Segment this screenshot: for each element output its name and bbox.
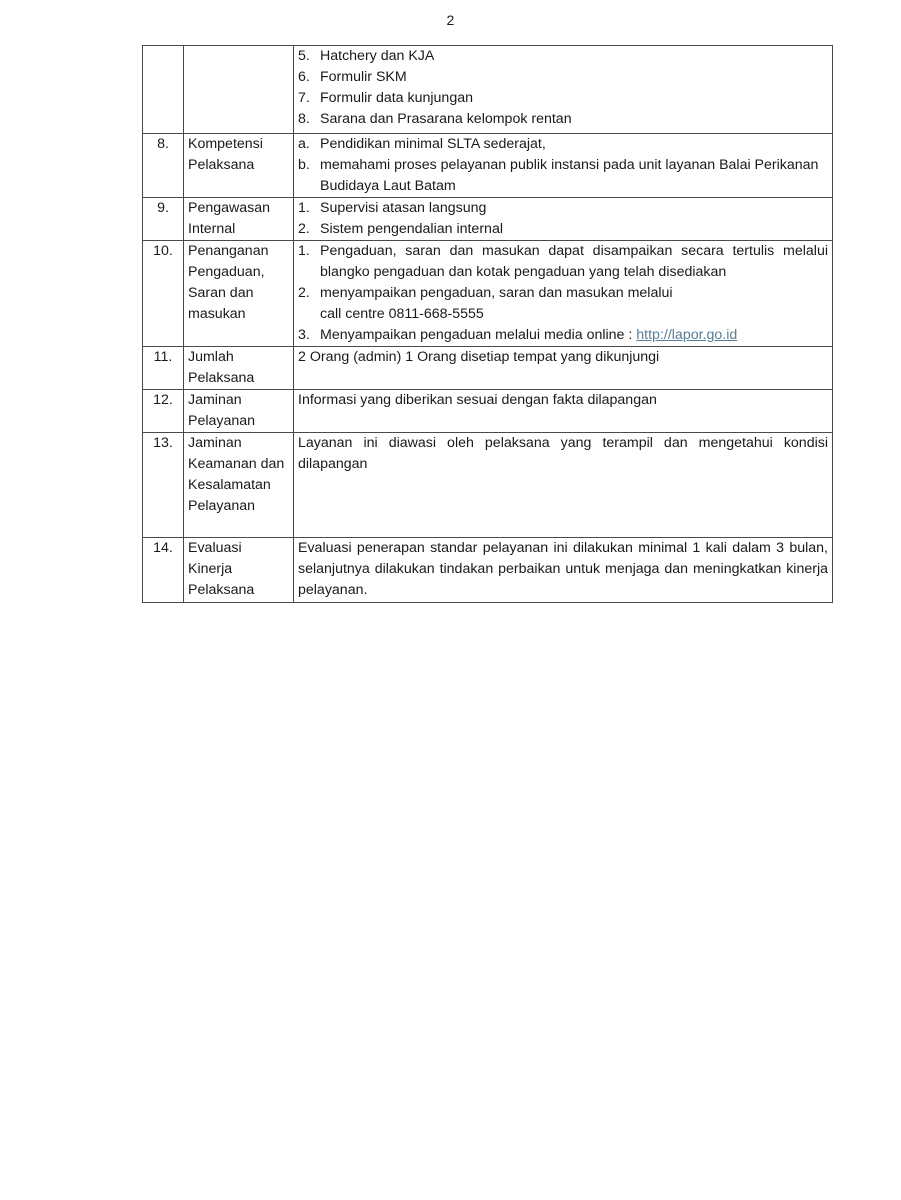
- table-row: [143, 390, 833, 433]
- list-item: b. memahami proses pelayanan publik instansi pada unit layanan Balai Perikanan Budidaya Laut Batam: [298, 157, 819, 194]
- table-row: [143, 347, 833, 390]
- list-item: 1. Supervisi atasan langsung: [298, 200, 487, 216]
- row-label: Penanganan Pengaduan, Saran dan masukan: [184, 241, 294, 347]
- list-item: 6. Formulir SKM: [298, 69, 407, 85]
- row-label: Kompetensi Pelaksana: [184, 134, 294, 198]
- list-item: 1. Pengaduan, saran dan masukan dapat disampaikan secara tertulis melalui blangko pengaduan dan kotak pengaduan yang telah disediakan: [298, 243, 828, 280]
- row-label: Evaluasi Kinerja Pelaksana: [184, 538, 294, 603]
- list-item: 8. Sarana dan Prasarana kelompok rentan: [298, 111, 572, 127]
- row-label: Jaminan Pelayanan: [184, 390, 294, 433]
- row-label: [184, 46, 294, 134]
- row-number: 13.: [143, 433, 184, 538]
- table-row: [143, 134, 833, 198]
- list-item: a. Pendidikan minimal SLTA sederajat,: [298, 136, 546, 152]
- row-label: Jumlah Pelaksana: [184, 347, 294, 390]
- list-item: 2. Sistem pengendalian internal: [298, 221, 503, 237]
- row-content: 2 Orang (admin) 1 Orang disetiap tempat yang dikunjungi: [294, 347, 833, 390]
- list-item: 7. Formulir data kunjungan: [298, 90, 473, 106]
- lapor-link[interactable]: http://lapor.go.id: [636, 327, 738, 343]
- row-content: [294, 134, 833, 198]
- row-number: 14.: [143, 538, 184, 603]
- row-content: [294, 46, 833, 134]
- row-content: Evaluasi penerapan standar pelayanan ini dilakukan minimal 1 kali dalam 3 bulan, selanjutnya dilakukan tindakan perbaikan untuk menjaga dan meningkatkan kinerja pelayanan.: [294, 538, 833, 603]
- row-number: [143, 46, 184, 134]
- service-standard-table: [142, 45, 833, 603]
- row-content: Informasi yang diberikan sesuai dengan fakta dilapangan: [294, 390, 833, 433]
- table-row: [143, 433, 833, 538]
- row-number: 9.: [143, 198, 184, 241]
- row-label: Pengawasan Internal: [184, 198, 294, 241]
- row-content: [294, 241, 833, 347]
- row-number: 8.: [143, 134, 184, 198]
- list-item: 5. Hatchery dan KJA: [298, 48, 435, 64]
- row-number: 11.: [143, 347, 184, 390]
- list-item: 3. Menyampaikan pengaduan melalui media online : http://lapor.go.id: [298, 327, 738, 343]
- row-number: 12.: [143, 390, 184, 433]
- page-number: 2: [446, 12, 455, 28]
- row-number: 10.: [143, 241, 184, 347]
- list-item: 2. menyampaikan pengaduan, saran dan masukan melalui call centre 0811-668-5555: [298, 285, 673, 322]
- call-centre-number: call centre 0811-668-5555: [320, 306, 484, 322]
- row-content: Layanan ini diawasi oleh pelaksana yang terampil dan mengetahui kondisi dilapangan: [294, 433, 833, 538]
- table-row: [143, 46, 833, 134]
- row-label: Jaminan Keamanan dan Kesalamatan Pelayanan: [184, 433, 294, 538]
- table-row: [143, 538, 833, 603]
- row-content: [294, 198, 833, 241]
- table-row: [143, 198, 833, 241]
- table-row: [143, 241, 833, 347]
